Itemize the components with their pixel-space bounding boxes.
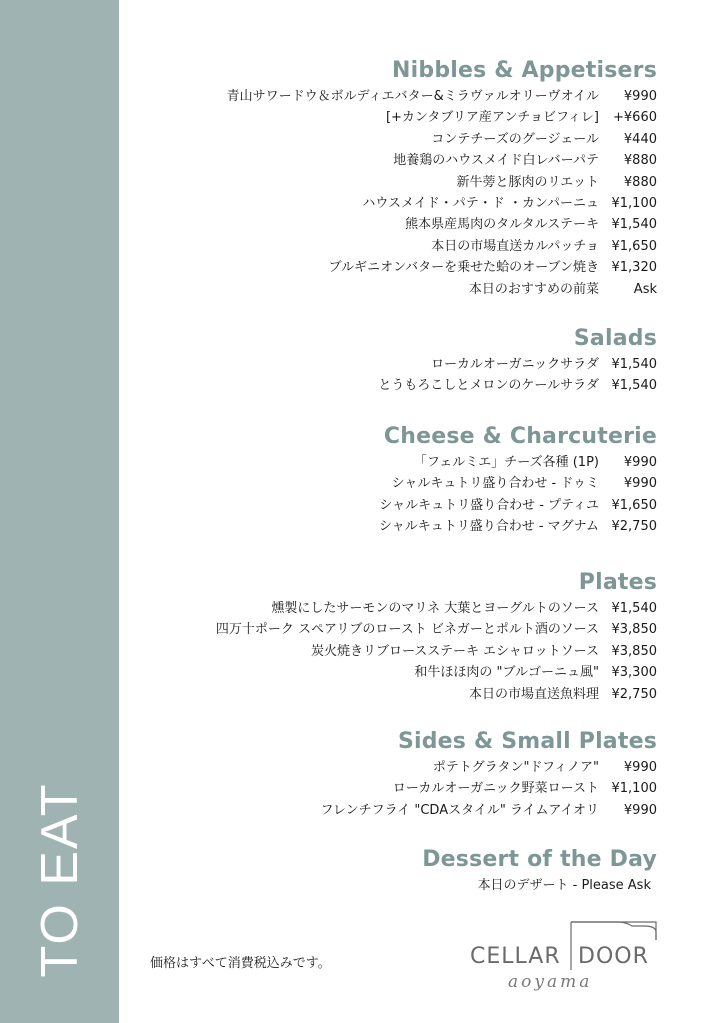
item-price: ¥990 <box>623 802 657 818</box>
item-price: ¥1,320 <box>611 260 657 276</box>
item-name: 四万十ポーク スペアリブのロースト ビネガーとポルト酒のソース <box>215 622 599 638</box>
item-price: ¥880 <box>623 174 657 190</box>
section-title: Cheese & Charcuterie <box>383 424 657 449</box>
section-salads <box>140 326 657 397</box>
item-name: ポテトグラタン"ドフィノア" <box>432 760 599 775</box>
menu-item <box>140 598 657 619</box>
item-price: ¥1,540 <box>611 357 657 372</box>
menu-item <box>140 516 657 537</box>
menu-item <box>140 375 657 396</box>
sidebar <box>0 0 119 1023</box>
item-price: ¥1,540 <box>611 217 657 233</box>
item-name: 和牛ほほ肉の "ブルゴーニュ風" <box>414 665 599 681</box>
menu-item <box>140 473 657 494</box>
item-name: 炭火焼きリブロースステーキ エシャロットソース <box>310 643 599 659</box>
section-title: Nibbles & Appetisers <box>392 58 657 83</box>
sidebar-title: TO EAT <box>31 782 89 978</box>
section-title: Dessert of the Day <box>422 847 657 872</box>
item-name: ローカルオーガニックサラダ <box>431 357 599 372</box>
menu-item <box>140 684 657 705</box>
item-name: シャルキュトリ盛り合わせ - ドゥミ <box>391 476 599 492</box>
section-plates <box>140 570 657 705</box>
item-price: ¥3,300 <box>611 665 657 681</box>
item-name: ハウスメイド・パテ・ド ・カンパーニュ <box>362 195 599 211</box>
item-price: ¥1,100 <box>611 781 657 797</box>
item-price: ¥1,540 <box>611 601 657 616</box>
tax-note: 価格はすべて消費税込みです。 <box>150 956 331 971</box>
menu-item <box>140 662 657 683</box>
menu-item <box>140 495 657 516</box>
menu-item <box>140 257 657 278</box>
section-dessert <box>140 847 657 896</box>
section-cheese <box>140 424 657 538</box>
item-name: コンテチーズのグージェール <box>431 131 599 147</box>
item-name: 本日の市場直送カルパッチョ <box>431 238 599 254</box>
section-sides <box>140 729 657 821</box>
menu-item <box>140 757 657 778</box>
menu-item <box>140 86 657 107</box>
item-price: ¥440 <box>623 131 657 147</box>
item-name: シャルキュトリ盛り合わせ - プティユ <box>379 497 599 513</box>
item-name: フレンチフライ "CDAスタイル" ライムアイオリ <box>320 802 599 818</box>
logo <box>468 918 660 998</box>
section-nibbles <box>140 58 657 300</box>
item-price: ¥990 <box>623 455 657 470</box>
menu-item <box>140 214 657 235</box>
menu-item <box>140 107 657 128</box>
menu-item <box>140 354 657 375</box>
item-name: 燻製にしたサーモンのマリネ 大葉とヨーグルトのソース <box>271 601 599 616</box>
item-price: ¥990 <box>623 89 657 104</box>
item-price: ¥3,850 <box>611 622 657 638</box>
item-name: 本日の市場直送魚料理 <box>468 686 599 702</box>
menu-item <box>140 778 657 799</box>
menu-item <box>140 641 657 662</box>
item-name: ブルギニオンバターを乗せた蛤のオーブン焼き <box>328 260 599 276</box>
item-name: とうもろこしとメロンのケールサラダ <box>378 378 599 394</box>
menu-item <box>140 800 657 821</box>
menu-item <box>140 193 657 214</box>
item-price: ¥1,650 <box>611 238 657 254</box>
menu-item <box>140 452 657 473</box>
logo-text-door: DOOR <box>578 944 649 969</box>
item-name: 本日のおすすめの前菜 <box>468 281 599 297</box>
logo-text-cellar: CELLAR <box>470 944 561 969</box>
item-price: ¥990 <box>623 760 657 775</box>
item-name: 地養鶏のハウスメイド白レバーパテ <box>393 153 599 169</box>
item-name: 熊本県産馬肉のタルタルステーキ <box>405 217 599 233</box>
section-title: Salads <box>573 326 657 351</box>
item-name: [+カンタブリア産アンチョビフィレ] <box>385 110 599 126</box>
section-title: Plates <box>578 570 657 595</box>
item-price: ¥880 <box>623 153 657 169</box>
section-title: Sides & Small Plates <box>397 729 657 754</box>
item-price: ¥990 <box>623 476 657 492</box>
item-price: ¥2,750 <box>611 519 657 535</box>
item-price: ¥1,540 <box>611 378 657 394</box>
menu-item <box>140 236 657 257</box>
menu-item <box>140 279 657 300</box>
item-name: シャルキュトリ盛り合わせ - マグナム <box>378 519 599 535</box>
item-price: Ask <box>633 281 657 297</box>
menu-item <box>140 619 657 640</box>
item-price: +¥660 <box>613 110 657 126</box>
menu-item <box>140 875 657 896</box>
menu-item <box>140 150 657 171</box>
menu-item <box>140 129 657 150</box>
item-price: ¥3,850 <box>611 643 657 659</box>
item-name: 本日のデザート - Please Ask <box>477 878 651 893</box>
logo-text-aoyama: aoyama <box>508 972 593 992</box>
item-price: ¥1,650 <box>611 497 657 513</box>
item-name: ローカルオーガニック野菜ロースト <box>392 781 599 797</box>
item-name: 青山サワードウ＆ボルディエバター&ミラヴァルオリーヴオイル <box>226 89 599 104</box>
item-name: 新牛蒡と豚肉のリエット <box>456 174 599 190</box>
item-price: ¥2,750 <box>611 686 657 702</box>
item-price: ¥1,100 <box>611 195 657 211</box>
item-name: 「フェルミエ」チーズ各種 (1P) <box>413 455 599 470</box>
menu-item <box>140 172 657 193</box>
